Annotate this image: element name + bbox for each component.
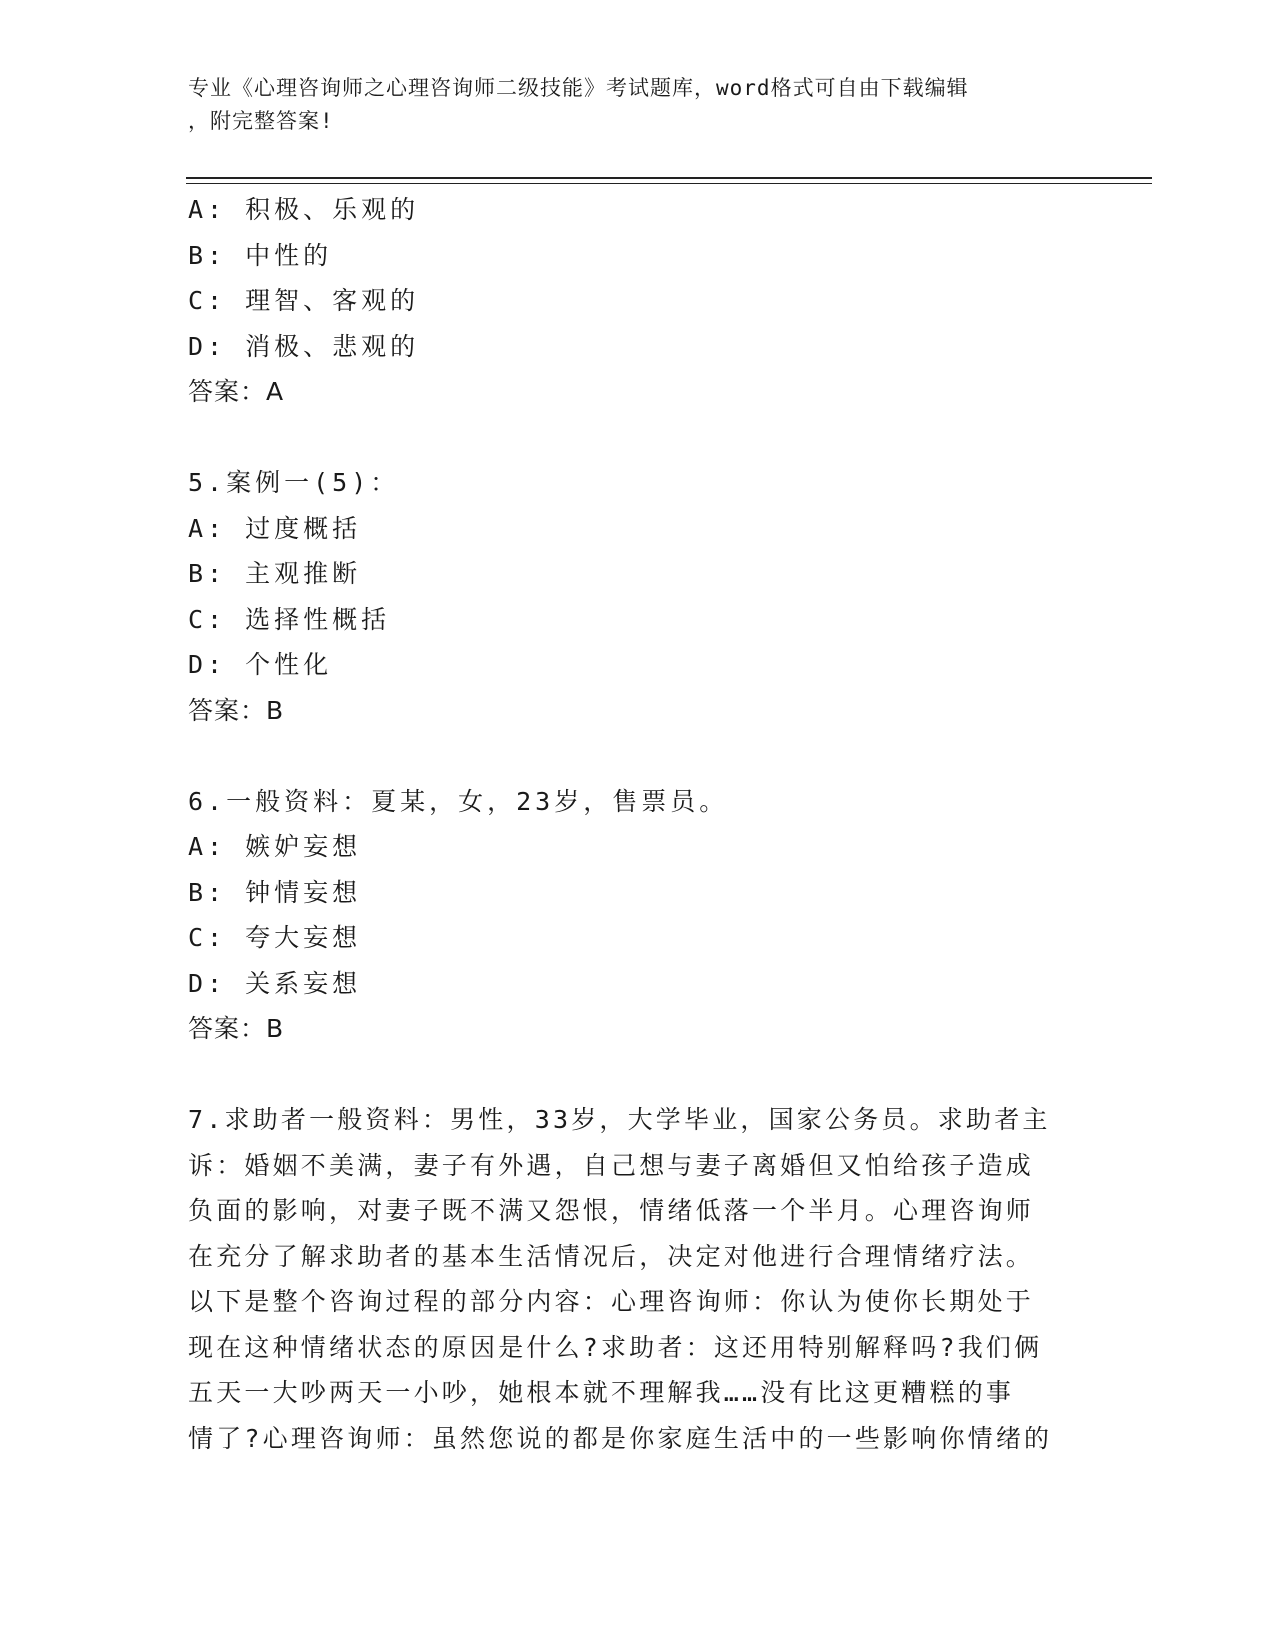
option-d: D: 消极、悲观的 [188,331,420,361]
question-stem: 5.案例一(5)： [188,468,400,497]
question-text-line: 诉：婚姻不美满，妻子有外遇，自己想与妻子离婚但又怕给孩子造成 [188,1150,1035,1180]
spacer [188,1052,1088,1098]
question-6 [188,779,1088,1052]
answer: 答案：A [188,377,285,406]
document-header [188,72,1088,138]
header-line-2: ，附完整答案! [188,109,334,133]
option-b: B: 中性的 [188,240,333,270]
option-c: C: 理智、客观的 [188,286,420,315]
document-body [188,187,1088,1461]
question-text-line: 以下是整个咨询过程的部分内容：心理咨询师：你认为使你长期处于 [188,1287,1035,1316]
question-7 [188,1097,1078,1461]
question-4 [188,187,1088,415]
option-d: D: 个性化 [188,650,333,679]
option-b: B: 主观推断 [188,559,362,588]
header-divider [186,177,1152,184]
answer: 答案：B [188,695,285,725]
question-text-line: 7.求助者一般资料：男性，33岁，大学毕业，国家公务员。求助者主 [188,1105,1051,1134]
question-5 [188,460,1088,733]
header-line-1: 专业《心理咨询师之心理咨询师二级技能》考试题库，word格式可自由下载编辑 [188,76,969,100]
spacer [188,733,1088,779]
option-a: A: 积极、乐观的 [188,195,420,224]
option-b: B: 钟情妄想 [188,877,362,907]
question-text-line: 负面的影响，对妻子既不满又怨恨，情绪低落一个半月。心理咨询师 [188,1196,1035,1225]
question-text-line: 五天一大吵两天一小吵，她根本就不理解我……没有比这更糟糕的事 [188,1378,1015,1407]
option-c: C: 夸大妄想 [188,923,362,952]
question-text-line: 情了?心理咨询师：虽然您说的都是你家庭生活中的一些影响你情绪的 [188,1423,1053,1453]
option-d: D: 关系妄想 [188,968,362,998]
spacer [188,415,1088,461]
option-a: A: 嫉妒妄想 [188,832,362,861]
option-c: C: 选择性概括 [188,604,391,634]
option-a: A: 过度概括 [188,513,362,543]
question-text-line: 在充分了解求助者的基本生活情况后，决定对他进行合理情绪疗法。 [188,1241,1035,1271]
question-text-line: 现在这种情绪状态的原因是什么?求助者：这还用特别解释吗?我们俩 [188,1332,1043,1362]
question-stem: 6.一般资料：夏某，女，23岁，售票员。 [188,786,729,816]
answer: 答案：B [188,1014,285,1043]
